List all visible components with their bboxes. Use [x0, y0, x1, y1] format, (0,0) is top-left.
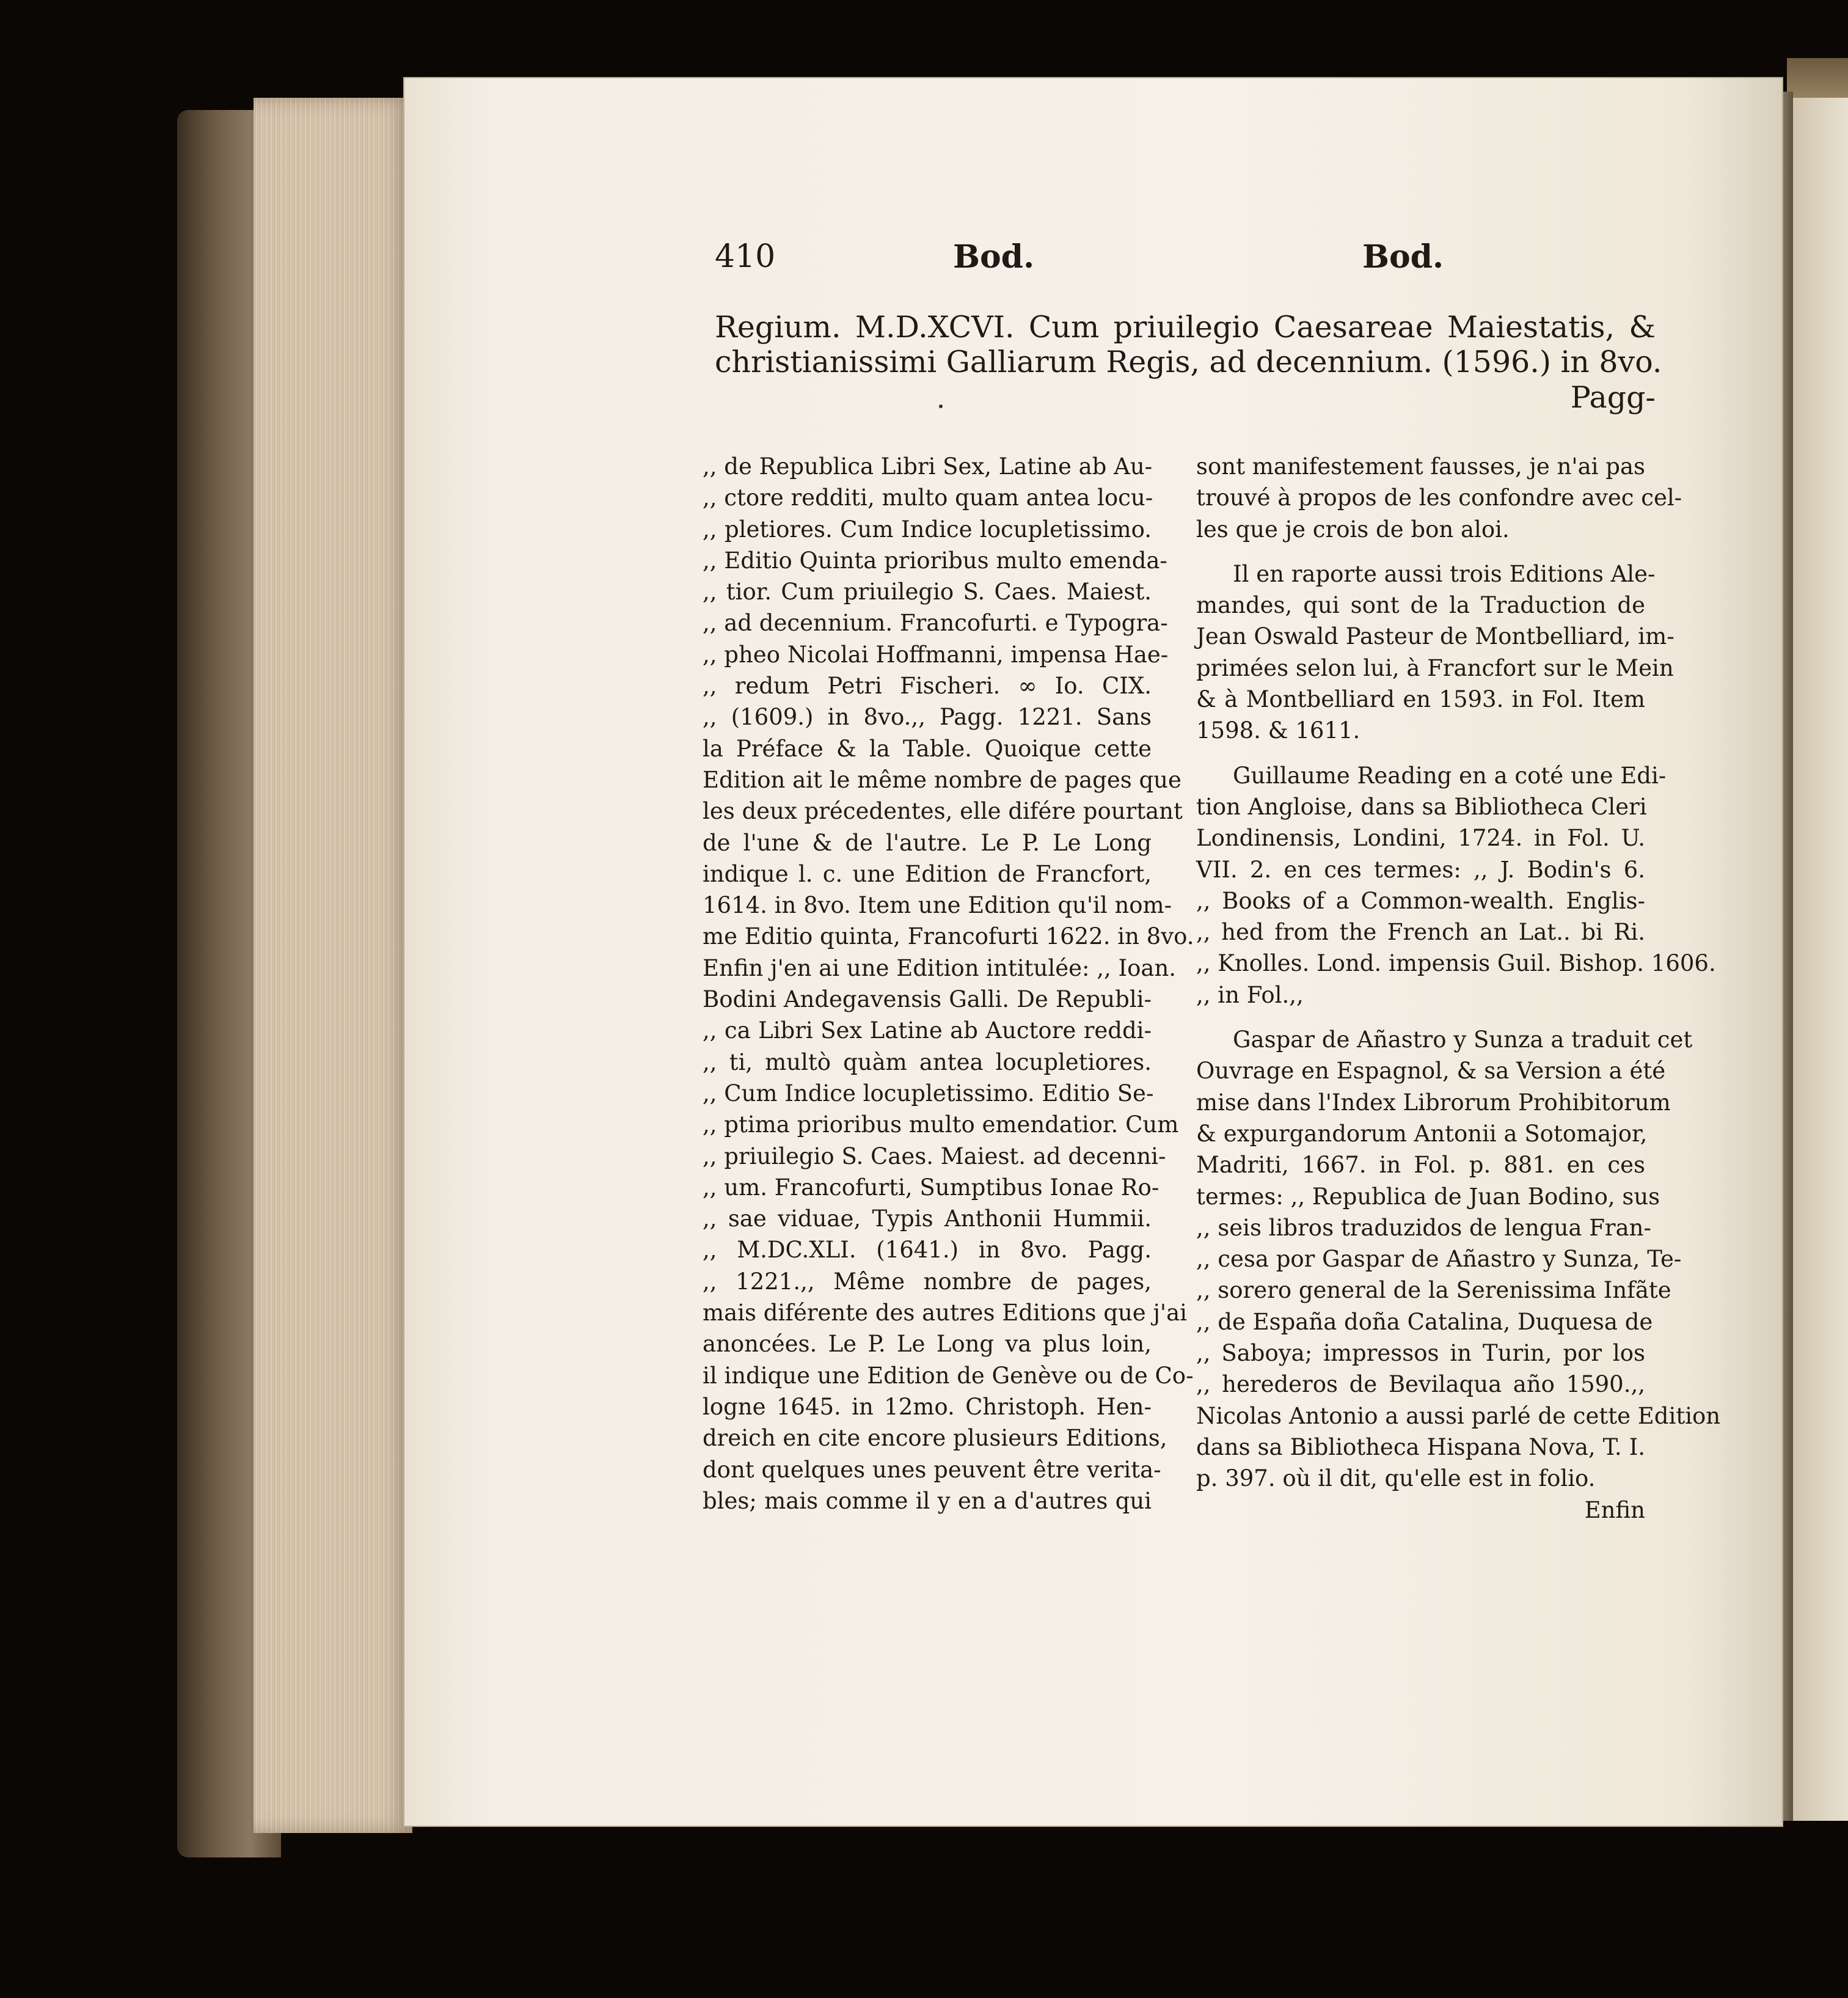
text-line: ,, ptima prioribus multo emendatior. Cum	[703, 1111, 1179, 1138]
text-line: Guillaume Reading en a coté une Edi-	[1233, 762, 1667, 789]
text-line: ,, priuilegio S. Caes. Maiest. ad decenni-	[703, 1143, 1166, 1169]
text-line: mise dans l'Index Librorum Prohibitorum	[1196, 1089, 1671, 1116]
text-line: anoncées. Le P. Le Long va plus loin,	[703, 1331, 1152, 1358]
catchword-top: Pagg-	[1570, 380, 1656, 415]
text-line: ,, Editio Quinta prioribus multo emenda-	[703, 547, 1167, 574]
text-line: & expurgandorum Antonii a Sotomajor,	[1196, 1120, 1648, 1147]
text-line: Ouvrage en Espagnol, & sa Version a été	[1196, 1058, 1666, 1085]
text-line: ,, in Fol.,,	[1196, 981, 1304, 1008]
text-line: 1614. in 8vo. Item une Edition qu'il nom-	[703, 892, 1172, 919]
text-line: ,, ad decennium. Francofurti. e Typogra-	[703, 610, 1168, 637]
running-head-right: Bod.	[1362, 238, 1444, 276]
text-line: les deux précedentes, elle difére pourtant	[703, 798, 1183, 825]
text-line: Bodini Andegavensis Galli. De Republi-	[703, 986, 1152, 1013]
text-line: termes: ,, Republica de Juan Bodino, sus	[1196, 1183, 1660, 1210]
text-line: Gaspar de Añastro y Sunza a traduit cet	[1233, 1026, 1693, 1053]
text-line: ,, Books of a Common-wealth. Englis-	[1196, 887, 1645, 914]
text-line: ,, ti, multò quàm antea locupletiores.	[703, 1048, 1152, 1075]
text-line: indique l. c. une Edition de Francfort,	[703, 860, 1152, 887]
right-column	[1196, 451, 1721, 1526]
left-column	[703, 451, 1194, 1517]
page-number: 410	[715, 238, 776, 275]
text-line: ,, 1221.,, Même nombre de pages,	[703, 1268, 1152, 1295]
text-line: p. 397. où il dit, qu'elle est in folio.	[1196, 1465, 1596, 1492]
text-line: ,, (1609.) in 8vo.,, Pagg. 1221. Sans	[703, 704, 1152, 731]
text-line: mais diférente des autres Editions que j'ai	[703, 1300, 1187, 1327]
text-line: logne 1645. in 12mo. Christoph. Hen-	[703, 1393, 1152, 1420]
text-line: ,, pletiores. Cum Indice locupletissimo.	[703, 516, 1152, 543]
text-line: dans sa Bibliotheca Hispana Nova, T. I.	[1196, 1433, 1645, 1460]
full-width-line: Regium. M.D.XCVI. Cum priuilegio Caesareae Maiestatis, &	[715, 310, 1656, 345]
text-line: Enfin j'en ai une Edition intitulée: ,, Ioan.	[703, 954, 1177, 981]
text-line: ,, de España doña Catalina, Duquesa de	[1196, 1308, 1653, 1335]
text-line: ,, tior. Cum priuilegio S. Caes. Maiest.	[703, 579, 1152, 606]
text-line: VII. 2. en ces termes: ,, J. Bodin's 6.	[1196, 856, 1645, 883]
text-line: Nicolas Antonio a aussi parlé de cette Edition	[1196, 1402, 1721, 1429]
running-head-left: Bod.	[953, 238, 1035, 276]
text-line: ,, de Republica Libri Sex, Latine ab Au-	[703, 453, 1153, 480]
full-width-line: christianissimi Galliarum Regis, ad decennium. (1596.) in 8vo.	[715, 345, 1662, 379]
facing-page-edge	[1790, 98, 1848, 1821]
text-line: 1598. & 1611.	[1196, 717, 1360, 744]
text-line: dreich en cite encore plusieurs Editions,	[703, 1425, 1167, 1452]
text-line: & à Montbelliard en 1593. in Fol. Item	[1196, 686, 1645, 713]
text-line: ,, Knolles. Lond. impensis Guil. Bishop. 1606.	[1196, 950, 1716, 977]
text-line: Madriti, 1667. in Fol. p. 881. en ces	[1196, 1152, 1645, 1179]
text-line: primées selon lui, à Francfort sur le Mein	[1196, 654, 1674, 681]
text-line: Jean Oswald Pasteur de Montbelliard, im-	[1196, 623, 1675, 650]
text-line: les que je crois de bon aloi.	[1196, 516, 1510, 543]
text-line: sont manifestement fausses, je n'ai pas	[1196, 453, 1645, 480]
text-line: tion Angloise, dans sa Bibliotheca Cleri	[1196, 793, 1647, 820]
ink-speck	[939, 404, 943, 408]
text-line: dont quelques unes peuvent être verita-	[703, 1456, 1161, 1483]
text-line: ,, hed from the French an Lat.. bi Ri.	[1196, 919, 1645, 946]
text-line: Londinensis, Londini, 1724. in Fol. U.	[1196, 825, 1645, 852]
text-line: mandes, qui sont de la Traduction de	[1196, 592, 1645, 619]
text-line: Edition ait le même nombre de pages que	[703, 766, 1181, 793]
text-line: ,, herederos de Bevilaqua año 1590.,,	[1196, 1371, 1645, 1398]
text-line: Il en raporte aussi trois Editions Ale-	[1233, 560, 1656, 587]
text-line: ,, sae viduae, Typis Anthonii Hummii.	[703, 1206, 1152, 1232]
running-head	[715, 238, 1656, 281]
text-line: ,, M.DC.XLI. (1641.) in 8vo. Pagg.	[703, 1237, 1152, 1264]
text-line: ,, redum Petri Fischeri. ∞ Io. CIX.	[703, 673, 1152, 700]
text-line: ,, Cum Indice locupletissimo. Editio Se-	[703, 1080, 1154, 1107]
text-line: ,, ctore redditi, multo quam antea locu-	[703, 485, 1153, 511]
text-line: ,, Saboya; impressos in Turin, por los	[1196, 1340, 1645, 1367]
text-line: il indique une Edition de Genève ou de Co-	[703, 1362, 1194, 1389]
text-line: ,, pheo Nicolai Hoffmanni, impensa Hae-	[703, 641, 1169, 668]
text-line: me Editio quinta, Francofurti 1622. in 8vo.	[703, 923, 1194, 950]
text-line: ,, um. Francofurti, Sumptibus Ionae Ro-	[703, 1174, 1160, 1201]
text-line: bles; mais comme il y en a d'autres qui	[703, 1487, 1152, 1514]
text-line: ,, seis libros traduzidos de lengua Fran-	[1196, 1214, 1651, 1241]
catchword-bottom: Enfin	[1584, 1496, 1645, 1523]
page-edges	[254, 98, 412, 1833]
text-line: ,, sorero general de la Serenissima Infãte	[1196, 1277, 1671, 1304]
text-line: ,, cesa por Gaspar de Añastro y Sunza, Te-	[1196, 1246, 1682, 1273]
text-line: trouvé à propos de les confondre avec cel-	[1196, 485, 1682, 511]
text-line: la Préface & la Table. Quoique cette	[703, 735, 1152, 762]
text-line: ,, ca Libri Sex Latine ab Auctore reddi-	[703, 1017, 1152, 1044]
text-line: de l'une & de l'autre. Le P. Le Long	[703, 829, 1152, 856]
